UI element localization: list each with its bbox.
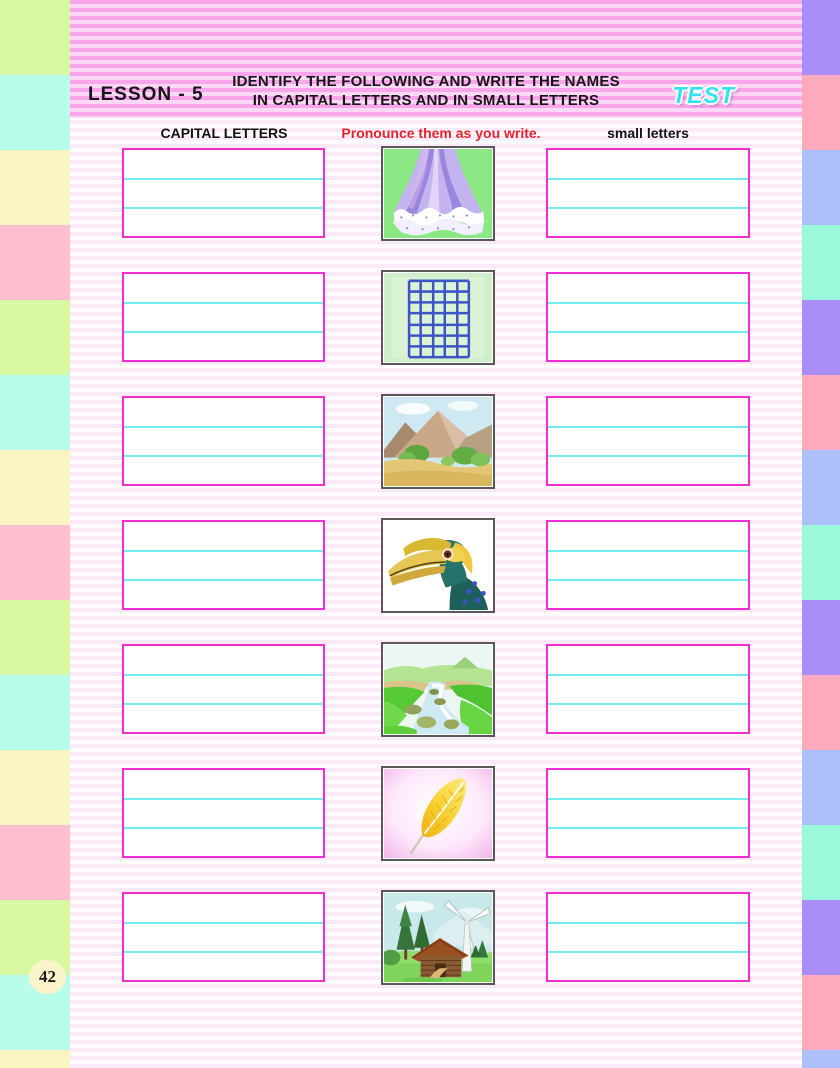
- pronounce-instruction: Pronounce them as you write.: [341, 125, 541, 141]
- ruled-line: [124, 207, 323, 209]
- capital-writebox[interactable]: [122, 272, 325, 362]
- ruled-line: [548, 798, 748, 800]
- skirt-image: [381, 146, 495, 241]
- exercise-row: [70, 644, 802, 768]
- hut-windmill-image: [381, 890, 495, 985]
- strip-block: [802, 900, 840, 975]
- strip-block: [802, 450, 840, 525]
- capital-writebox[interactable]: [122, 396, 325, 486]
- ruled-line: [548, 703, 748, 705]
- stream-image: [381, 642, 495, 737]
- ruled-line: [124, 951, 323, 953]
- strip-block: [802, 150, 840, 225]
- small-letters-label: small letters: [607, 125, 689, 141]
- hornbill-image: [381, 518, 495, 613]
- small-writebox[interactable]: [546, 148, 750, 238]
- header-band: [70, 0, 802, 118]
- capital-writebox[interactable]: [122, 644, 325, 734]
- ruled-line: [548, 674, 748, 676]
- strip-block: [0, 675, 70, 750]
- small-writebox[interactable]: [546, 396, 750, 486]
- strip-block: [0, 825, 70, 900]
- ruled-line: [548, 550, 748, 552]
- ruled-line: [548, 207, 748, 209]
- strip-block: [0, 150, 70, 225]
- capital-writebox[interactable]: [122, 148, 325, 238]
- small-writebox[interactable]: [546, 768, 750, 858]
- strip-block: [802, 0, 840, 75]
- ruled-line: [548, 951, 748, 953]
- exercise-row: [70, 520, 802, 644]
- right-color-strip: [802, 0, 840, 1068]
- ruled-line: [548, 426, 748, 428]
- exercise-row: [70, 396, 802, 520]
- left-color-strip: [0, 0, 70, 1068]
- net-grid-image: [381, 270, 495, 365]
- ruled-line: [124, 703, 323, 705]
- strip-block: [802, 600, 840, 675]
- small-writebox[interactable]: [546, 272, 750, 362]
- feather-image: [381, 766, 495, 861]
- page-number-badge: 42: [29, 960, 66, 994]
- ruled-line: [548, 922, 748, 924]
- page-body: [70, 0, 802, 1068]
- strip-block: [802, 300, 840, 375]
- column-labels: [70, 118, 802, 148]
- strip-block: [0, 525, 70, 600]
- strip-block: [802, 375, 840, 450]
- ruled-line: [124, 426, 323, 428]
- lesson-label: LESSON - 5: [88, 84, 204, 105]
- strip-block: [802, 675, 840, 750]
- strip-block: [0, 1050, 70, 1068]
- ruled-line: [548, 178, 748, 180]
- ruled-line: [124, 827, 323, 829]
- ruled-line: [548, 579, 748, 581]
- strip-block: [0, 300, 70, 375]
- ruled-line: [124, 922, 323, 924]
- ruled-line: [548, 302, 748, 304]
- strip-block: [0, 750, 70, 825]
- strip-block: [0, 225, 70, 300]
- page-title: [200, 72, 652, 110]
- capital-writebox[interactable]: [122, 892, 325, 982]
- capital-writebox[interactable]: [122, 520, 325, 610]
- strip-block: [0, 375, 70, 450]
- strip-block: [0, 600, 70, 675]
- strip-block: [802, 525, 840, 600]
- small-writebox[interactable]: [546, 644, 750, 734]
- ruled-line: [124, 674, 323, 676]
- ruled-line: [124, 302, 323, 304]
- strip-block: [0, 75, 70, 150]
- title-line2: IN CAPITAL LETTERS AND IN SMALL LETTERS: [252, 92, 600, 109]
- strip-block: [802, 750, 840, 825]
- small-writebox[interactable]: [546, 892, 750, 982]
- test-badge: TEST: [672, 82, 735, 108]
- capital-letters-label: CAPITAL LETTERS: [160, 125, 288, 141]
- title-line1: IDENTIFY THE FOLLOWING AND WRITE THE NAMES: [232, 73, 620, 90]
- strip-block: [0, 0, 70, 75]
- strip-block: [0, 450, 70, 525]
- exercise-row: [70, 768, 802, 892]
- strip-block: [802, 1050, 840, 1068]
- ruled-line: [124, 798, 323, 800]
- strip-block: [802, 825, 840, 900]
- ruled-line: [548, 331, 748, 333]
- exercise-row: [70, 892, 802, 1016]
- exercise-row: [70, 148, 802, 272]
- ruled-line: [548, 455, 748, 457]
- ruled-line: [124, 579, 323, 581]
- mountains-image: [381, 394, 495, 489]
- ruled-line: [124, 178, 323, 180]
- ruled-line: [548, 827, 748, 829]
- strip-block: [802, 75, 840, 150]
- small-writebox[interactable]: [546, 520, 750, 610]
- strip-block: [802, 225, 840, 300]
- ruled-line: [124, 331, 323, 333]
- ruled-line: [124, 455, 323, 457]
- strip-block: [802, 975, 840, 1050]
- ruled-line: [124, 550, 323, 552]
- exercise-row: [70, 272, 802, 396]
- capital-writebox[interactable]: [122, 768, 325, 858]
